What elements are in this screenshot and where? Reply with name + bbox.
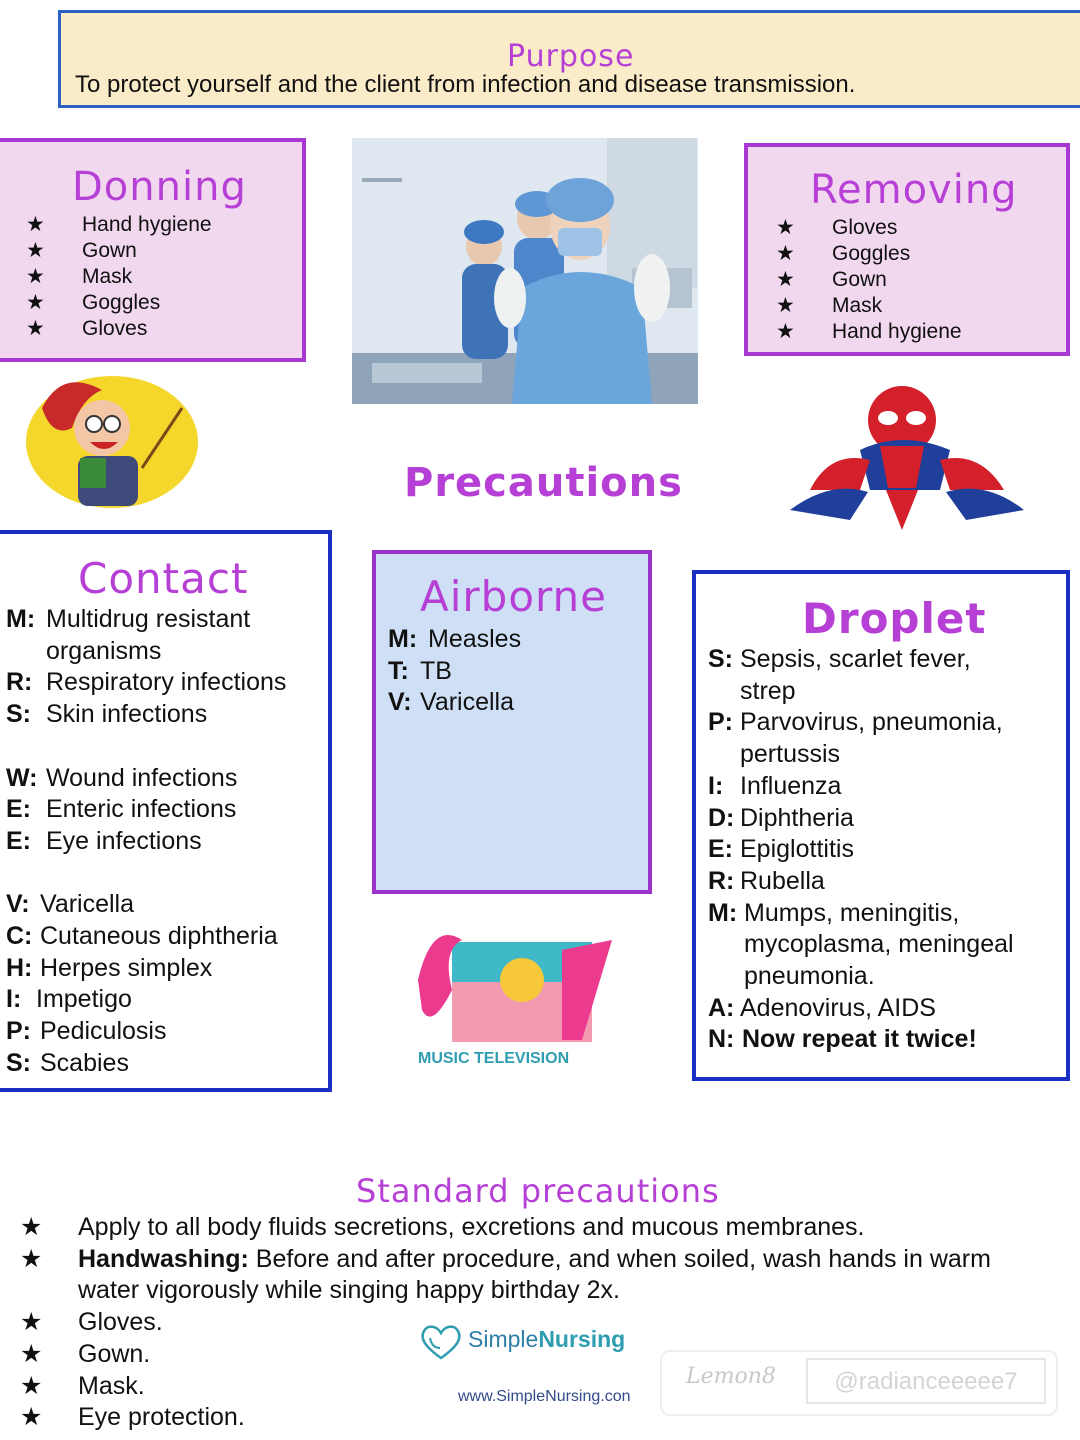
- mtv-logo-graphic: [412, 920, 622, 1050]
- mnemonic-row: S: Sepsis, scarlet fever, strep: [708, 645, 971, 705]
- removing-item: ★ Gloves: [776, 215, 962, 241]
- airborne-title: Airborne: [420, 572, 608, 621]
- stethoscope-heart-icon: [418, 1322, 464, 1362]
- teacher-illustration: [22, 368, 202, 514]
- removing-title: Removing: [810, 167, 1018, 213]
- mtv-caption: MUSIC TELEVISION: [418, 1050, 570, 1067]
- mnemonic-row: N: Now repeat it twice!: [708, 1025, 977, 1054]
- purpose-title: Purpose: [507, 39, 635, 74]
- contact-mnemonic: [6, 604, 328, 1080]
- donning-item: ★ Hand hygiene: [26, 212, 212, 238]
- standard-precautions-title: Standard precautions: [356, 1172, 720, 1210]
- mnemonic-row: S: Skin infections: [6, 700, 208, 729]
- simple-nursing-url: www.SimpleNursing.con: [458, 1388, 631, 1405]
- removing-box: [744, 143, 1070, 356]
- simple-nursing-logo: [418, 1320, 668, 1364]
- removing-item: ★ Mask: [776, 293, 962, 319]
- mnemonic-row: W: Wound infections: [6, 763, 238, 792]
- standard-item: ★ Eye protection.: [20, 1402, 1020, 1434]
- mtv-logo: [412, 920, 622, 1072]
- lemon8-watermark: [660, 1350, 1058, 1416]
- donning-item: ★ Gown: [26, 238, 212, 264]
- mnemonic-row: S: Scabies: [6, 1048, 129, 1077]
- lemon8-brand: Lemon8: [686, 1364, 776, 1389]
- mnemonic-row: M: Mumps, meningitis, mycoplasma, meningeal pneumonia.: [708, 898, 1014, 991]
- removing-item: ★ Goggles: [776, 241, 962, 267]
- donning-title: Donning: [72, 164, 247, 210]
- standard-item: ★ Mask.: [20, 1371, 1020, 1403]
- mnemonic-row: D: Diphtheria: [708, 803, 854, 832]
- contact-title: Contact: [78, 554, 249, 603]
- mnemonic-row: P: Pediculosis: [6, 1017, 167, 1046]
- mnemonic-row: I: Influenza: [708, 771, 842, 800]
- spiderman-clipart: [790, 380, 1024, 542]
- mnemonic-row: R: Rubella: [708, 866, 825, 895]
- removing-item: ★ Hand hygiene: [776, 319, 962, 345]
- mnemonic-row: I: Impetigo: [6, 985, 132, 1014]
- simple-nursing-wordmark: SimpleNursing: [468, 1326, 626, 1352]
- donning-box: [0, 138, 306, 362]
- contact-box: [0, 530, 332, 1092]
- mnemonic-row: H: Herpes simplex: [6, 953, 213, 982]
- donning-list: [26, 212, 212, 342]
- donning-item: ★ Goggles: [26, 290, 212, 316]
- removing-list: [776, 215, 962, 345]
- surgical-team-illustration: [352, 138, 698, 404]
- mnemonic-row: M: Multidrug resistant organisms: [6, 605, 251, 665]
- mnemonic-row: C: Cutaneous diphtheria: [6, 922, 278, 950]
- precautions-title: Precautions: [404, 460, 683, 506]
- mnemonic-row: V: Varicella: [6, 890, 135, 919]
- droplet-title: Droplet: [802, 594, 987, 643]
- droplet-mnemonic: [708, 644, 1068, 1056]
- purpose-text: To protect yourself and the client from infection and disease transmission.: [75, 71, 856, 98]
- droplet-box: [692, 570, 1070, 1081]
- airborne-mnemonic: [388, 624, 521, 719]
- standard-item: ★ Apply to all body fluids secretions, excretions and mucous membranes.: [20, 1212, 1020, 1244]
- standard-item: ★ Handwashing: Before and after procedure, and when soiled, wash hands in warm water vigorously while singing happy birthday 2x.: [20, 1244, 1020, 1307]
- surgical-team-photo: [352, 138, 698, 404]
- mnemonic-row: V: Varicella: [388, 688, 515, 717]
- mnemonic-row: M: Measles: [388, 625, 522, 653]
- watermark-username: @radianceeeee7: [806, 1358, 1046, 1404]
- airborne-box: [372, 550, 652, 894]
- mnemonic-row: E: Enteric infections: [6, 795, 237, 824]
- donning-item: ★ Gloves: [26, 316, 212, 342]
- mnemonic-row: A: Adenovirus, AIDS: [708, 993, 936, 1022]
- mnemonic-row: E: Eye infections: [6, 826, 202, 855]
- standard-item: ★ Gloves.: [20, 1307, 1020, 1339]
- mnemonic-row: P: Parvovirus, pneumonia, pertussis: [708, 708, 1003, 769]
- mnemonic-row: R: Respiratory infections: [6, 668, 287, 697]
- purpose-banner: [58, 10, 1080, 108]
- donning-item: ★ Mask: [26, 264, 212, 290]
- teacher-clipart: [22, 368, 202, 514]
- spiderman-illustration: [790, 380, 1024, 542]
- mnemonic-row: E: Epiglottitis: [708, 835, 854, 864]
- mnemonic-row: T: TB: [388, 656, 452, 685]
- standard-item: ★ Gown.: [20, 1339, 1020, 1371]
- removing-item: ★ Gown: [776, 267, 962, 293]
